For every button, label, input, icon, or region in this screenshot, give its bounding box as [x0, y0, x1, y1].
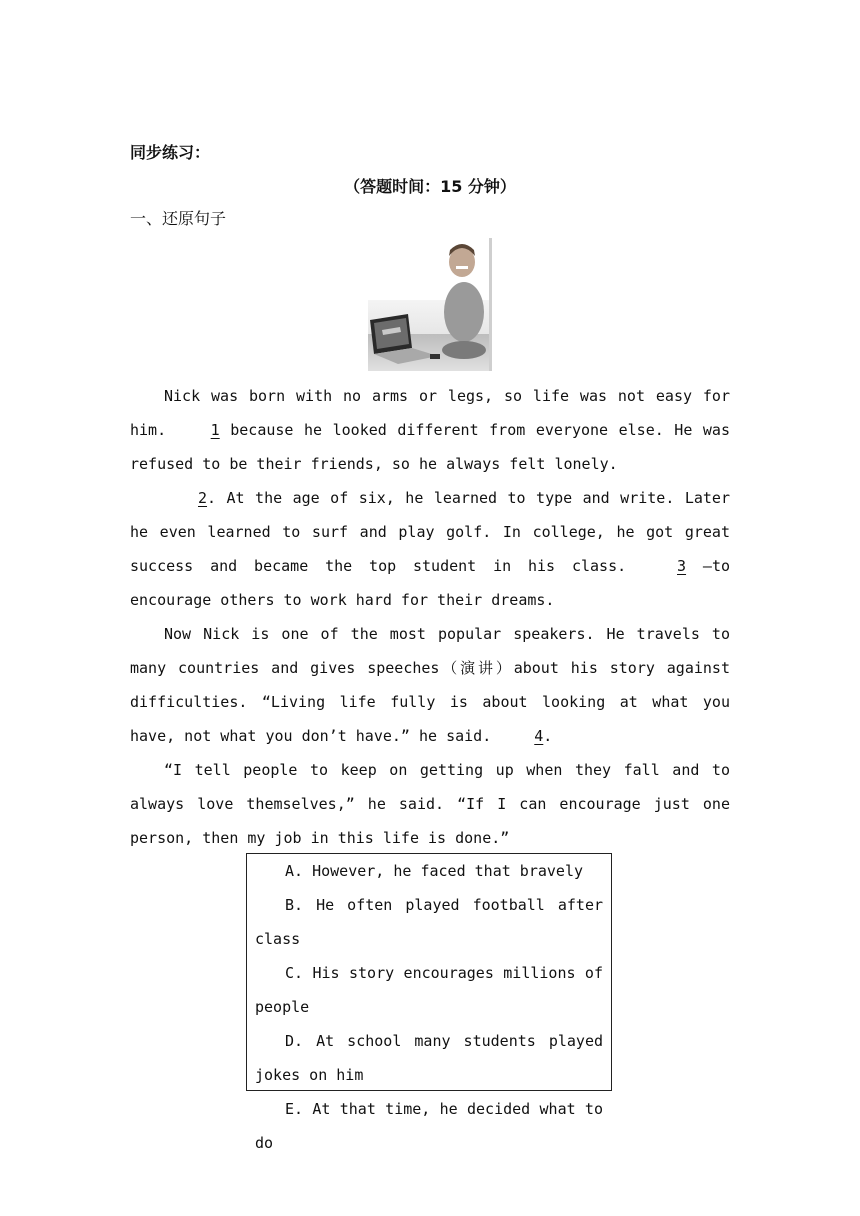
- options-box: [246, 853, 612, 1152]
- paragraph-2-text-cont: —to encourage others to work hard for their dreams.: [130, 557, 731, 609]
- passage: [130, 379, 730, 855]
- paragraph-3-end: .: [543, 727, 553, 745]
- blank-1: 1: [210, 421, 220, 439]
- paragraph-3: [130, 617, 730, 753]
- time-limit-note: （答题时间：15 分钟）: [344, 177, 516, 196]
- nick-photo: [368, 238, 492, 371]
- paragraph-3-text: Now Nick is one of the most popular speakers. He travels to many countries and gives speeches（演讲）about his story against difficulties. “Living life fully is about looking at what you have, not what you don’t have.” he said.: [130, 625, 730, 745]
- paragraph-1: [130, 379, 730, 481]
- blank-2: 2: [198, 489, 208, 507]
- option-c: C. His story encourages millions of people: [255, 964, 603, 1016]
- exercise-heading: 同步练习：: [130, 143, 211, 162]
- section-title: 一、还原句子: [130, 209, 227, 228]
- blank-4: 4: [534, 727, 544, 745]
- paragraph-2: [130, 481, 730, 617]
- option-e: E. At that time, he decided what to do: [255, 1100, 603, 1152]
- option-d: D. At school many students played jokes on him: [255, 1032, 603, 1084]
- paragraph-2-text: . At the age of six, he learned to type and write. Later he even learned to surf and play golf. In college, he got great success and became the top student in his class.: [130, 489, 730, 575]
- paragraph-4: [130, 753, 730, 855]
- paragraph-4-text: “I tell people to keep on getting up when they fall and to always love themselves,” he said. “If I can encourage just one person, then my job in this life is done.”: [130, 761, 730, 847]
- option-b: B. He often played football after class: [255, 896, 603, 948]
- paragraph-1-text: Nick was born with no arms or legs, so life was not easy for him.: [130, 387, 730, 439]
- paragraph-1-text-cont: because he looked different from everyone else. He was refused to be their friends, so he always felt lonely.: [130, 421, 730, 473]
- option-a: A. However, he faced that bravely: [285, 862, 584, 880]
- blank-3: 3: [677, 557, 687, 575]
